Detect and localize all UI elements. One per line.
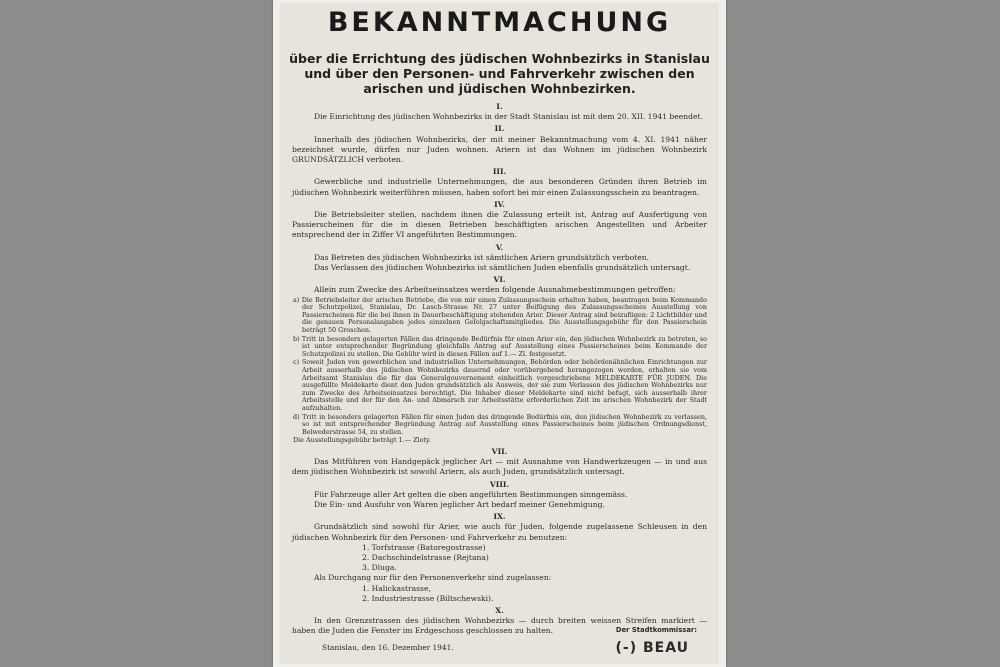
section-text-8a: Für Fahrzeuge aller Art gelten die oben angeführten Bestimmungen sinngemäss.: [314, 489, 628, 499]
poster-footer: [292, 626, 707, 656]
place-date: Stanislau, den 16. Dezember 1941.: [322, 643, 454, 652]
section-number-2: II.: [494, 124, 505, 134]
list-item: 2. Dachschindelstrasse (Rejtana): [362, 552, 489, 562]
section-text-1: Die Einrichtung des jüdischen Wohnbezirks in der Stadt Stanislau ist mit dem 20. XII. 1941 beendet.: [314, 112, 703, 122]
section-number-10: X.: [495, 605, 504, 615]
section-6-item-c: c) Soweit Juden von gewerblichen und industriellen Unternehmungen, Behörden oder behördenähnlichen Einrichtungen zur Arbeit ausserhalb des jüdischen Wohnbezirks dauernd oder vorübergehend herangezogen werden, erhalten sie vom Arbeitsamt Stanislau die für das Generalgouvernement einheitlich vorgeschriebene MELDEKARTE FÜR JUDEN. Die ausgefüllte Meldekarte dient den Juden grundsätzlich als Ausweis, der sie zum Verlassen des jüdischen Wohnbezirks nur zum Zwecke des Arbeitseinsatzes berechtigt. Die Inhaber dieser Meldekarte sind nicht befugt, sich ausserhalb ihrer Arbeitsstelle und der für den An- und Abmarsch zur Arbeitsstätte erforderlichen Zeit im arischen Wohnbezirk der Stadt aufzuhalten.: [293, 358, 707, 412]
section-text-3: Gewerbliche und industrielle Unternehmungen, die aus besonderen Gründen ihren Betrieb im jüdischen Wohnbezirk weiterführen müssen, haben sofort bei mir einen Zulassungsschein zu beantragen.: [292, 177, 707, 197]
section-6-item-a: a) Die Betriebsleiter der arischen Betriebe, die von mir einen Zulassungsschein erhalten haben, beantragen beim Kommando der Schutzpolizei, Stanislau, Dr. Lasch-Strasse Nr. 27 unter Beifügung des Zulassungsscheines Ausstellung von Passierscheinen für die bei ihnen in Dauerbeschäftigung stehenden Arier. Dieser Antrag sind beizufügen: 2 Lichtbilder und die genauen Personalangaben jedes einzelnen Gefolgschaftsmitgliedes. Die Ausstellungsgebühr für den Passierschein beträgt 50 Groschen.: [293, 295, 707, 335]
section-text-2: Innerhalb des jüdischen Wohnbezirks, der mit meiner Bekanntmachung vom 4. XI. 1941 näher bezeichnet wurde, dürfen nur Juden wohnen. Ariern ist das Wohnen im jüdischen Wohnbezirk GRUNDSÄTZLICH verboten.: [292, 134, 707, 165]
section-number-4: IV.: [494, 199, 505, 209]
poster-paper: [280, 3, 719, 664]
section-number-5: V.: [495, 242, 504, 252]
section-text-8b: Die Ein- und Ausfuhr von Waren jeglicher Art bedarf meiner Genehmigung.: [314, 499, 605, 509]
transit-list: [292, 584, 707, 604]
section-6-item-d-fee: Die Ausstellungsgebühr beträgt 1.— Zloty.: [293, 436, 431, 445]
section-text-9-transit: Als Durchgang nur für den Personenverkehr sind zugelassen:: [314, 573, 552, 583]
section-number-1: I.: [496, 102, 503, 111]
poster-heading: BEKANNTMACHUNG: [327, 7, 672, 38]
list-item: 1. Halickastrasse,: [362, 583, 431, 593]
poster-subtitle: über die Errichtung des jüdischen Wohnbezirks in Stanislau und über den Personen- und Fahrverkehr zwischen den arischen und jüdischen Wohnbezirken.: [289, 51, 710, 96]
signature: (-) BEAU: [615, 640, 689, 656]
section-number-8: VIII.: [489, 479, 510, 489]
signature-label: Der Stadtkommissar:: [615, 626, 697, 634]
section-text-9: Grundsätzlich sind sowohl für Arier, wie auch für Juden, folgende zugelassene Schleusen in den jüdischen Wohnbezirk für den Personen- und Fahrverkehr zu benutzen:: [292, 522, 707, 542]
poster-body: [280, 102, 719, 637]
section-number-9: IX.: [493, 512, 506, 522]
list-item: 1. Torfstrasse (Batoregostrasse): [362, 542, 486, 552]
section-text-4: Die Betriebsleiter stellen, nachdem ihnen die Zulassung erteilt ist, Antrag auf Ausfertigung von Passierscheinen für die in diesen Betrieben beschäftigten arischen Angestellten und Arbeiter entsprechend der in Ziffer VI angeführten Bestimmungen.: [292, 210, 707, 240]
section-text-6-intro: Allein zum Zwecke des Arbeitseinsatzes werden folgende Ausnahmebestimmungen getroffen:: [314, 285, 676, 295]
section-text-7: Das Mitführen von Handgepäck jeglicher Art — mit Ausnahme von Handwerkzeugen — in und aus dem jüdischen Wohnbezirk ist sowohl Ariern, als auch Juden, grundsätzlich untersagt.: [292, 457, 707, 477]
list-item: 2. Industriestrasse (Biltschewski).: [362, 593, 494, 603]
sluice-list: [292, 543, 707, 574]
list-item: 3. Dluga.: [362, 563, 397, 573]
section-text-10: In den Grenzstrassen des jüdischen Wohnbezirks — durch breiten weissen Streifen markiert — haben die Juden die Fenster im Erdgeschoss geschlossen zu halten.: [292, 616, 707, 636]
section-number-6: VI.: [493, 275, 506, 285]
section-6-item-d: d) Tritt in besonders gelagerten Fällen für einen Juden das dringende Bedürfnis ein, den jüdischen Wohnbezirk zu verlassen, so ist mit entsprechender Begründung Antrag auf Ausstellung eines Passierscheines beim jüdischen Ordnungsdienst, Belwederstrasse 54, zu stellen.: [293, 412, 707, 436]
section-6-item-b: b) Tritt in besonders gelagerten Fällen das dringende Bedürfnis für einen Arier ein, den jüdischen Wohnbezirk zu betreten, so ist unter entsprechender Begründung gleichfalls Antrag auf Ausstellung eines Passierscheines beim Kommando der Schutzpolizei zu stellen. Die Gebühr wird in diesen Fällen auf 1.— Zl. festgesetzt.: [293, 334, 707, 358]
section-number-7: VII.: [491, 446, 508, 456]
section-text-5a: Das Betreten des jüdischen Wohnbezirks ist sämtlichen Ariern grundsätzlich verboten.: [314, 252, 649, 262]
section-number-3: III.: [492, 167, 507, 177]
poster-sheet: [273, 0, 726, 667]
section-text-5b: Das Verlassen des jüdischen Wohnbezirks ist sämtlichen Juden ebenfalls grundsätzlich untersagt.: [314, 263, 691, 273]
